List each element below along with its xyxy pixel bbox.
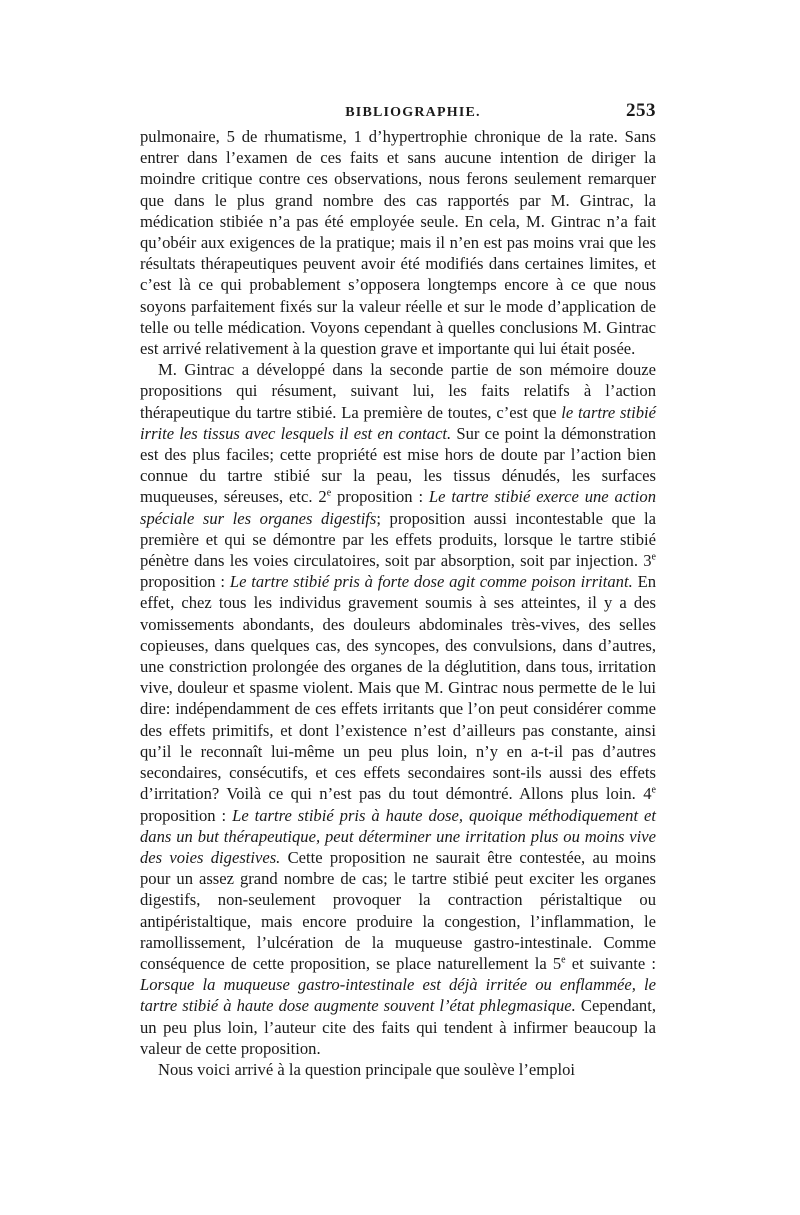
italic-proposition: le tartre stibié irrite les tissus avec lesquels il est en contact. <box>140 402 656 443</box>
page-number: 253 <box>625 100 656 121</box>
paragraph <box>140 1059 656 1080</box>
text-run: Sur ce point la démonstration est des plus faciles; cette propriété est mise hors de doute par l’action bien connue du tartre stibié sur la peau, les tissus dénudés, les surfaces muqueuses, séreuses, etc. 2 <box>140 423 657 507</box>
ordinal-superscript: e <box>651 784 656 796</box>
text-run: pulmonaire, 5 de rhumatisme, 1 d’hypertrophie chronique de la rate. Sans entrer dans l’examen de ces faits et sans aucune intention de diriger la moindre critique contre ces observations, nous ferons seulement remarquer que dans le plus grand nombre des cas rapportés par M. Gintrac, la médication stibiée n’a pas été employée seule. En cela, M. Gintrac n’a fait qu’obéir aux exigences de la pratique; mais il n’en est pas moins vrai que les résultats thérapeutiques peuvent avoir été modifiés dans certaines limites, et c’est là ce qui probablement s’opposera longtemps encore à ce que nous soyons parfaitement fixés sur la valeur réelle et sur le mode d’application de telle ou telle médication. Voyons cependant à quelles conclusions M. Gintrac est arrivé relativement à la question grave et importante qui lui était posée. <box>140 127 656 359</box>
running-head-title: BIBLIOGRAPHIE. <box>345 105 481 120</box>
text-run: proposition : <box>331 487 429 507</box>
text-run: proposition : <box>140 572 230 592</box>
book-page <box>140 100 656 1080</box>
ordinal-superscript: e <box>561 954 566 966</box>
text-run: et suivante : <box>565 953 656 973</box>
paragraph <box>140 359 656 1059</box>
italic-proposition: Le tartre stibié exerce une action spéciale sur les organes digestifs <box>140 487 656 528</box>
italic-proposition: Lorsque la muqueuse gastro-intestinale est déjà irritée ou enflammée, le tartre stibié à haute dose augmente souvent l’état phlegmasique. <box>140 975 656 1016</box>
text-run: proposition : <box>140 805 233 825</box>
body-text <box>140 126 656 1080</box>
italic-proposition: Le tartre stibié pris à haute dose, quoique méthodiquement et dans un but thérapeutique, peut déterminer une irritation plus ou moins vive des voies digestives. <box>140 805 656 867</box>
running-head <box>140 100 656 126</box>
text-run: M. Gintrac a développé dans la seconde partie de son mémoire douze propositions qui résument, suivant lui, les faits relatifs à l’action thérapeutique du tartre stibié. La première de toutes, c’est que <box>140 360 656 422</box>
text-run: En effet, chez tous les individus gravement soumis à ses atteintes, il y a des vomissements abondants, des douleurs abdominales très-vives, des selles copieuses, dans quelques cas, des syncopes, des convulsions, dans d’autres, une constriction prolongée des organes de la déglutition, dans tous, irritation vive, douleur et spasme violent. Mais que M. Gintrac nous permette de le lui dire: indépendamment de ces effets irritants que l’on peut considérer comme des effets primitifs, et dont l’existence n’est d’ailleurs pas constante, ainsi qu’il le reconnaît lui-même un peu plus loin, n’y en a-t-il pas d’autres secondaires, consécutifs, et ces effets secondaires sont-ils aussi des effets d’irritation? Voilà ce qui n’est pas du tout démontré. Allons plus loin. 4 <box>140 572 656 804</box>
ordinal-superscript: e <box>326 487 332 499</box>
ordinal-superscript: e <box>651 551 656 563</box>
italic-proposition: Le tartre stibié pris à forte dose agit comme poison irritant. <box>229 572 633 592</box>
text-run: Nous voici arrivé à la question principale que soulève l’emploi <box>158 1059 576 1079</box>
text-run: ; proposition aussi incontestable que la première et qui se démontre par les effets produits, lorsque le tartre stibié pénètre dans les voies circulatoires, soit par absorption, soit par injection. 3 <box>140 508 656 571</box>
paragraph <box>140 126 656 359</box>
text-run: Cependant, un peu plus loin, l’auteur cite des faits qui tendent à infirmer beaucoup la valeur de cette proposition. <box>140 996 656 1058</box>
text-run: Cette proposition ne saurait être contestée, au moins pour un assez grand nombre de cas; le tartre stibié peut exciter les organes digestifs, non-seulement provoquer la contraction péristaltique ou antipéristaltique, mais encore produire la congestion, l’inflammation, le ramollissement, l’ulcération de la muqueuse gastro-intestinale. Comme conséquence de cette proposition, se place naturellement la 5 <box>140 847 656 973</box>
